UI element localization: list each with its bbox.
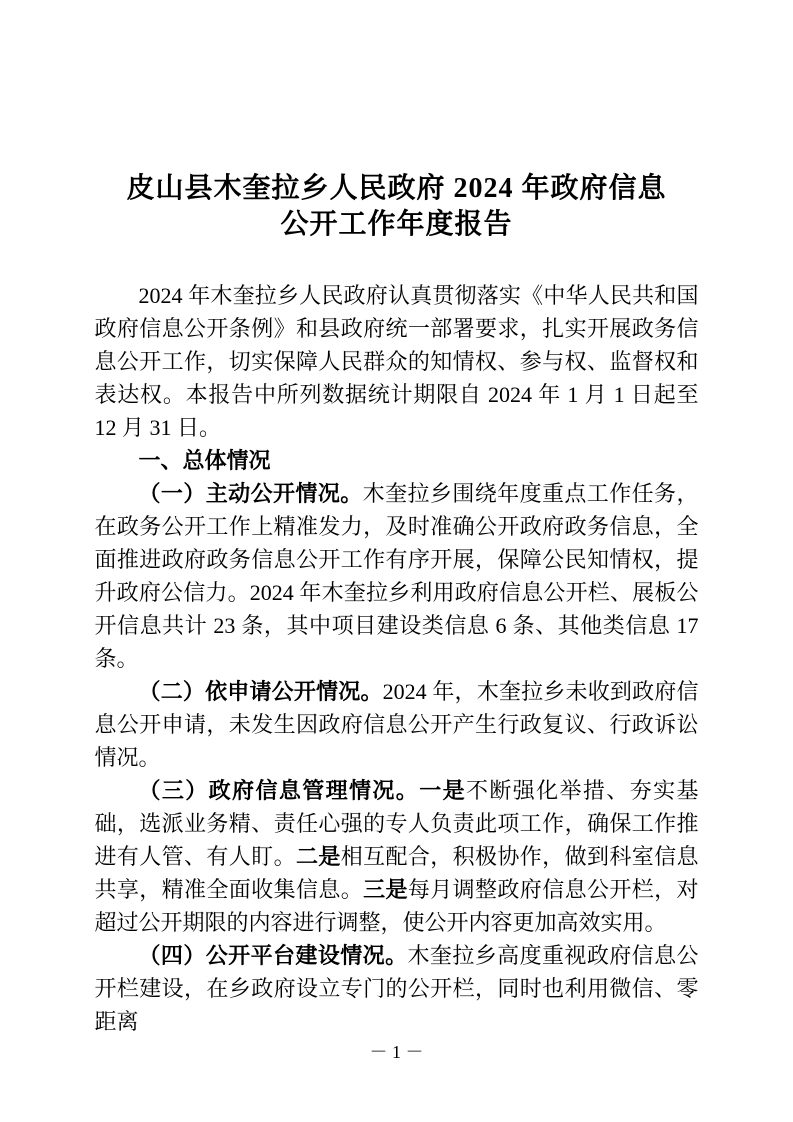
subsection-3-lead: （三）政府信息管理情况。 [138, 778, 420, 803]
page-number: － 1 － [369, 1042, 424, 1062]
subsection-3-point-3-marker: 三是 [363, 877, 408, 902]
intro-paragraph: 2024 年木奎拉乡人民政府认真贯彻落实《中华人民共和国政府信息公开条例》和县政府统一部署要求，扎实开展政务信息公开工作，切实保障人民群众的知情权、参与权、监督权和表达权。本报告中所列数据统计期限自 2024 年 1 月 1 日起至 12 月 31 日。 [94, 283, 699, 440]
document-content [95, 171, 699, 1038]
section-heading-overall: 一、总体情况 [138, 448, 271, 473]
subsection-2-lead: （二）依申请公开情况。 [138, 679, 383, 704]
paragraph-subsection-1 [95, 477, 699, 675]
subsection-3-point-3-text: 每月调整政府信息公开栏，对超过公开期限的内容进行调整，使公开内容更加高效实用。 [94, 877, 699, 935]
document-title-line-2: 公开工作年度报告 [280, 209, 513, 240]
paragraph-subsection-3 [95, 774, 699, 939]
subsection-3-point-2-marker: 二是 [295, 844, 341, 869]
subsection-2-text: 2024 年，木奎拉乡未收到政府信息公开申请，未发生因政府信息公开产生行政复议、行政诉讼情况。 [94, 679, 699, 770]
subsection-1-text: 木奎拉乡围绕年度重点工作任务，在政务公开工作上精准发力，及时准确公开政府政务信息，全面推进政府政务信息公开工作有序开展，保障公民知情权，提升政府公信力。2024 年木奎拉乡利用政府信息公开栏、展板公开信息共计 23 条，其中项目建设类信息 6 条、其他类信息 17 条。 [94, 481, 699, 671]
subsection-1-lead: （一）主动公开情况。 [138, 481, 363, 506]
document-title [95, 171, 699, 243]
subsection-4-lead: （四）公开平台建设情况。 [138, 943, 408, 968]
subsection-3-point-1-marker: 一是 [419, 778, 466, 803]
document-title-line-1: 皮山县木奎拉乡人民政府 2024 年政府信息 [126, 173, 667, 204]
page-footer [0, 1040, 793, 1064]
subsection-3-point-1-text: 不断强化举措、夯实基础，选派业务精、责任心强的专人负责此项工作，确保工作推进有人管、有人盯。 [94, 778, 699, 869]
paragraph-subsection-2 [95, 675, 699, 774]
subsection-4-text: 木奎拉乡高度重视政府信息公开栏建设，在乡政府设立专门的公开栏，同时也利用微信、零距离 [94, 943, 699, 1034]
paragraph-subsection-4 [95, 939, 699, 1038]
subsection-3-point-2-text: 相互配合，积极协作，做到科室信息共享，精准全面收集信息。 [94, 844, 699, 902]
